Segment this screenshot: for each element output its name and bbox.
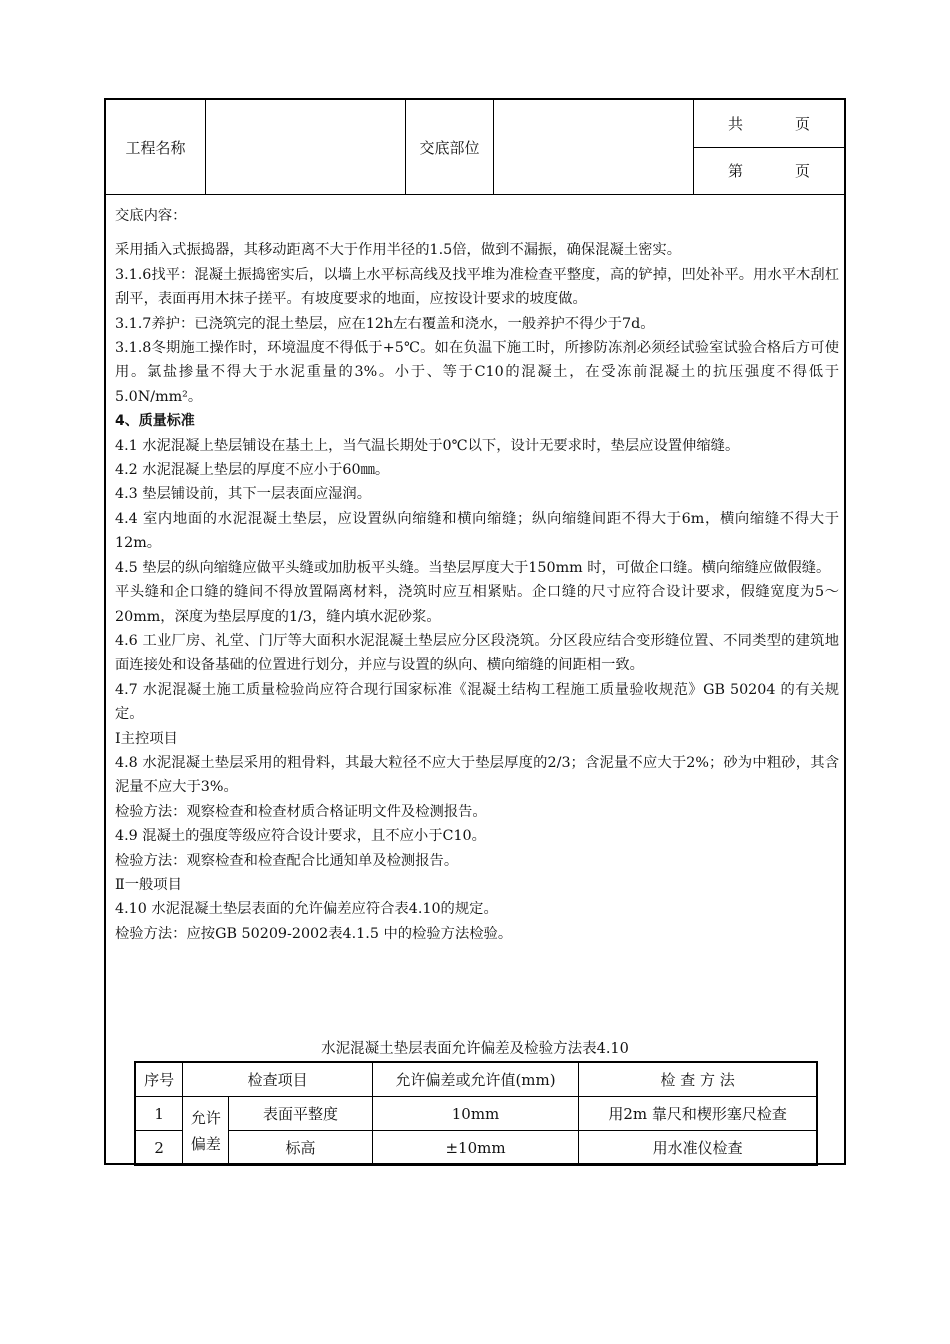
table-header-row <box>135 1062 817 1097</box>
standard-item: 4.10 水泥混凝土垫层表面的允许偏差应符合表4.10的规定。 <box>115 901 498 918</box>
header-item: 检查项目 <box>183 1062 372 1097</box>
project-name-label: 工程名称 <box>106 100 206 194</box>
standard-item: 平头缝和企口缝的缝间不得放置隔离材料，浇筑时应互相紧贴。企口缝的尺寸应符合设计要求，假缝宽度为5～20mm，深度为垫层厚度的1/3，缝内填水泥砂浆。 <box>115 584 839 625</box>
row-value: ±10mm <box>372 1131 578 1166</box>
header-no: 序号 <box>135 1062 183 1097</box>
part-label: 交底部位 <box>406 100 494 194</box>
content-label: 交底内容： <box>115 208 187 224</box>
standard-item: 4.3 垫层铺设前，其下一层表面应湿润。 <box>115 486 372 503</box>
group-label: 允许 偏差 <box>183 1097 229 1166</box>
subsection-general: Ⅱ一般项目 <box>115 876 182 893</box>
header-method: 检 查 方 法 <box>579 1062 817 1097</box>
project-name-value[interactable] <box>206 100 406 194</box>
standard-item: 4.8 水泥混凝土垫层采用的粗骨料，其最大粒径不应大于垫层厚度的2/3；含泥量不应大于2%；砂为中粗砂，其含泥量不应大于3%。 <box>115 754 839 796</box>
part-value[interactable] <box>494 100 694 194</box>
row-no: 1 <box>135 1097 183 1131</box>
standard-item: 4.9 混凝土的强度等级应符合设计要求，且不应小于C10。 <box>115 828 486 845</box>
tolerance-table <box>134 1061 818 1166</box>
form-header <box>106 100 844 195</box>
standard-item: 4.6 工业厂房、礼堂、门厅等大面积水泥混凝土垫层应分区段浇筑。分区段应结合变形缝位置、不同类型的建筑地面连接处和设备基础的位置进行划分，并应与设置的纵向、横向缩缝的间距相一致。 <box>115 632 839 674</box>
table-caption: 水泥混凝土垫层表面允许偏差及检验方法表4.10 <box>321 1041 629 1057</box>
table-row <box>135 1131 817 1166</box>
row-value: 10mm <box>372 1097 578 1131</box>
row-no: 2 <box>135 1131 183 1166</box>
standard-item: 4.2 水泥混凝上垫层的厚度不应小于60㎜。 <box>115 462 390 479</box>
total-pages: 共 页 <box>694 100 844 148</box>
paragraph: 采用插入式振捣器，其移动距离不大于作用半径的1.5倍，做到不漏振，确保混凝土密实。 <box>115 242 682 259</box>
row-method: 用2m 靠尺和楔形塞尺检查 <box>579 1097 817 1131</box>
row-item: 表面平整度 <box>229 1097 373 1131</box>
paragraph: 3.1.7养护：已浇筑完的混土垫层，应在12h左右覆盖和浇水，一般养护不得少于7d。 <box>115 315 655 332</box>
section-title: 4、质量标准 <box>115 413 195 430</box>
standard-item: 4.5 垫层的纵向缩缝应做平头缝或加肋板平头缝。当垫层厚度大于150mm 时，可做企口缝。横向缩缝应做假缝。 <box>115 559 831 576</box>
standard-item: 4.1 水泥混凝上垫层铺设在基土上，当气温长期处于0℃以下，设计无要求时，垫层应设置伸缩缝。 <box>115 437 740 454</box>
standard-item: 检验方法：观察检查和检查材质合格证明文件及检测报告。 <box>115 803 487 820</box>
page-number: 第 页 <box>727 162 811 180</box>
header-value: 允许偏差或允许值(mm) <box>372 1062 578 1097</box>
table-row <box>135 1097 817 1131</box>
standard-item: 检验方法：应按GB 50209-2002表4.1.5 中的检验方法检验。 <box>115 925 513 942</box>
standard-item: 4.7 水泥混凝土施工质量检验尚应符合现行国家标准《混凝土结构工程施工质量验收规范》GB 50204 的有关规定。 <box>115 681 839 723</box>
subsection-main: Ⅰ主控项目 <box>115 730 178 747</box>
row-item: 标高 <box>229 1131 373 1166</box>
paragraph: 3.1.6找平：混凝土振捣密实后，以墙上水平标高线及找平堆为准检查平整度，高的铲掉，凹处补平。用水平木刮杠刮平，表面再用木抹子搓平。有坡度要求的地面，应按设计要求的坡度做。 <box>115 266 839 308</box>
standard-item: 4.4 室内地面的水泥混凝土垫层，应设置纵向缩缝和横向缩缝；纵向缩缝间距不得大于6m，横向缩缝不得大于12m。 <box>115 510 839 552</box>
content-body <box>115 204 839 946</box>
standard-item: 检验方法：观察检查和检查配合比通知单及检测报告。 <box>115 852 459 869</box>
paragraph: 3.1.8冬期施工操作时，环境温度不得低于+5℃。如在负温下施工时，所掺防冻剂必须经试验室试验合格后方可使用。氯盐掺量不得大于水泥重量的3%。小于、等于C10的混凝土，在受冻前混凝土的抗压强度不得低于5.0N/mm²。 <box>115 340 839 405</box>
row-method: 用水准仪检查 <box>579 1131 817 1166</box>
disclosure-form <box>104 98 846 1165</box>
